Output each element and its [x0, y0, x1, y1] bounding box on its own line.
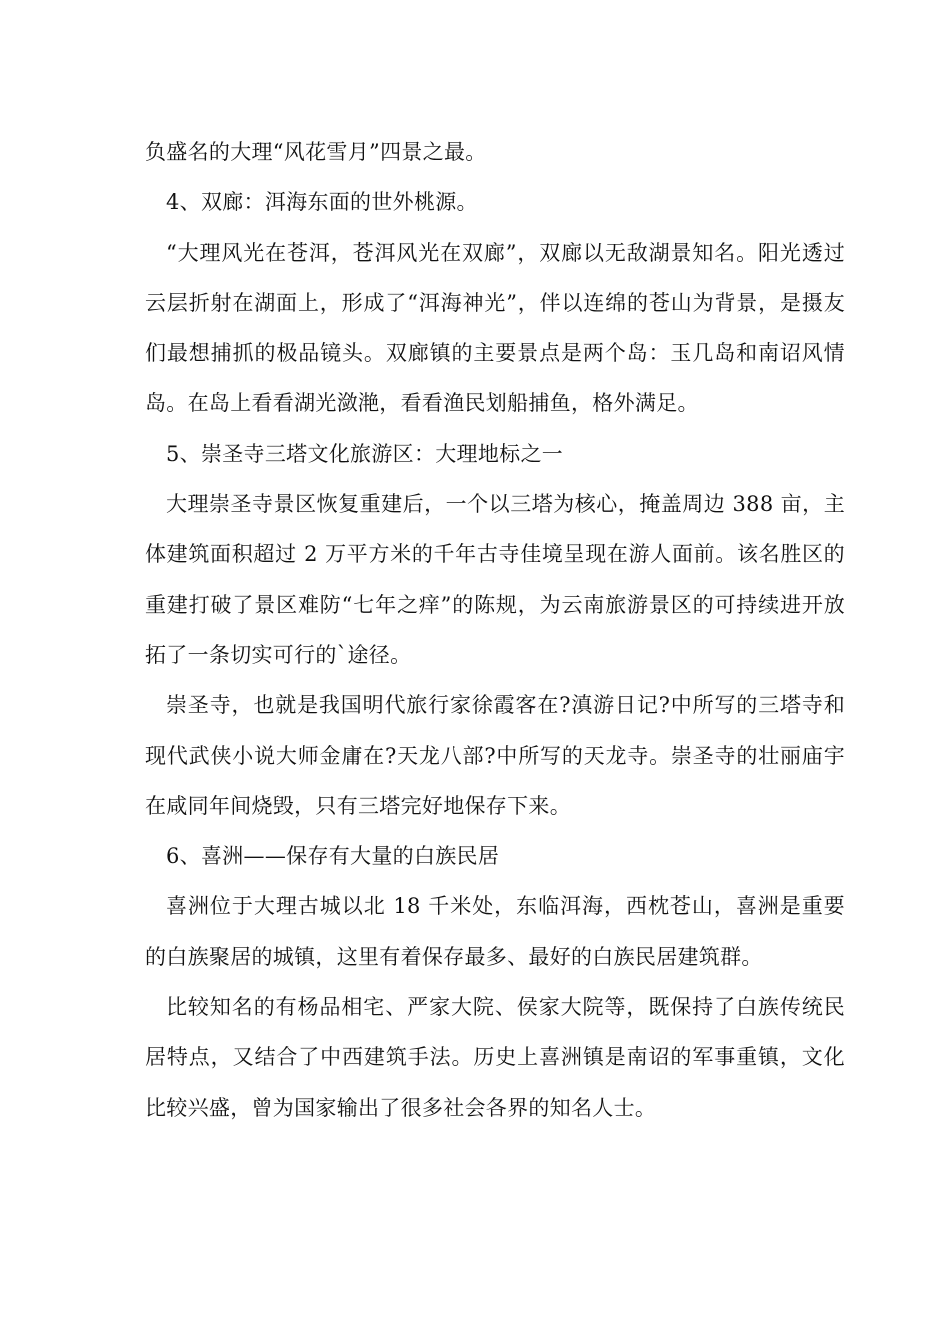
document-body: [145, 127, 845, 1133]
paragraph-chongsheng-history: 崇圣寺，也就是我国明代旅行家徐霞客在?滇游日记?中所写的三塔寺和现代武侠小说大师金庸在?天龙八部?中所写的天龙寺。崇圣寺的壮丽庙宇在咸同年间烧毁，只有三塔完好地保存下来。: [145, 693, 845, 818]
section-heading-chongsheng-temple: 5、崇圣寺三塔文化旅游区：大理地标之一: [166, 441, 564, 466]
section-heading-xizhou: 6、喜洲——保存有大量的白族民居: [166, 844, 500, 869]
paragraph-chongsheng-rebuild: 大理崇圣寺景区恢复重建后，一个以三塔为核心，掩盖周边 388 亩，主体建筑面积超过 2 万平方米的千年古寺佳境呈现在游人面前。该名胜区的重建打破了景区难防“七年之痒”的陈规，为云南旅游景区的可持续进开放拓了一条切实可行的`途径。: [145, 492, 845, 667]
paragraph-xizhou-location: 喜洲位于大理古城以北 18 千米处，东临洱海，西枕苍山，喜洲是重要的白族聚居的城镇，这里有着保存最多、最好的白族民居建筑群。: [145, 894, 845, 969]
section-heading-shuanglang: 4、双廊：洱海东面的世外桃源。: [166, 190, 478, 215]
paragraph-shuanglang: “大理风光在苍洱，苍洱风光在双廊”，双廊以无敌湖景知名。阳光透过云层折射在湖面上，形成了“洱海神光”，伴以连绵的苍山为背景，是摄友们最想捕抓的极品镜头。双廊镇的主要景点是两个岛：玉几岛和南诏风情岛。在岛上看看湖光潋滟，看看渔民划船捕鱼，格外满足。: [145, 240, 845, 416]
paragraph-continuation: 负盛名的大理“风花雪月”四景之最。: [145, 140, 487, 164]
paragraph-xizhou-residences: 比较知名的有杨品相宅、严家大院、侯家大院等，既保持了白族传统民居特点，又结合了中西建筑手法。历史上喜洲镇是南诏的军事重镇，文化比较兴盛，曾为国家输出了很多社会各界的知名人士。: [145, 995, 845, 1120]
